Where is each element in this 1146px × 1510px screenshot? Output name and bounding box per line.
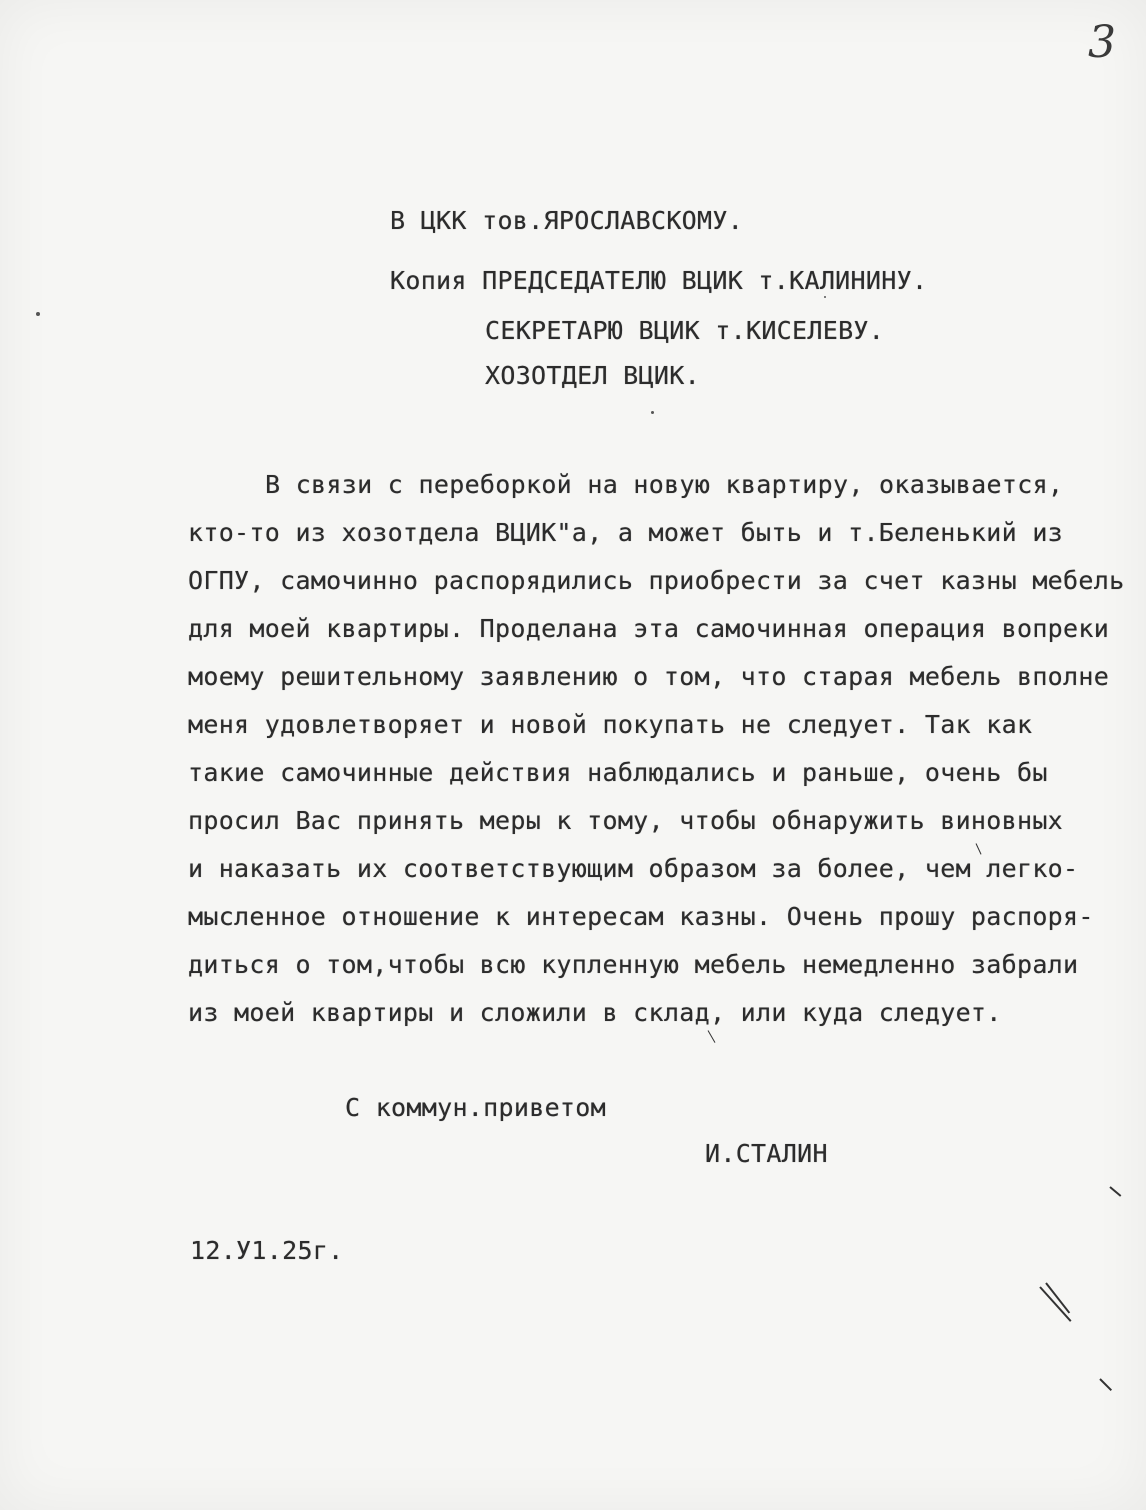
body-line: для моей квартиры. Проделана эта самочинная операция вопреки	[188, 614, 1110, 643]
paper-scratch	[708, 1030, 716, 1043]
handwritten-page-number: 3	[1088, 17, 1116, 68]
body-line: меня удовлетворяет и новой покупать не следует. Так как	[188, 710, 1033, 739]
closing-greeting: С коммун.приветом	[345, 1093, 606, 1122]
paper-speck	[824, 296, 826, 298]
body-line: и наказать их соответствующим образом за более, чем легко-	[188, 854, 1079, 883]
body-line: диться о том,чтобы всю купленную мебель немедленно забрали	[188, 950, 1079, 979]
paper-scratch	[1109, 1186, 1121, 1197]
letter-date: 12.У1.25г.	[190, 1236, 344, 1265]
paper-scratch	[1039, 1286, 1071, 1322]
paper-speck	[36, 312, 40, 316]
body-line: ОГПУ, самочинно распорядились приобрести за счет казны мебель	[188, 566, 1125, 595]
paper-scratch	[976, 843, 982, 854]
body-line: из моей квартиры и сложили в склад, или куда следует.	[188, 998, 1002, 1027]
addressee-copy-department: ХОЗОТДЕЛ ВЦИК.	[485, 361, 700, 390]
body-line: моему решительному заявлению о том, что старая мебель вполне	[188, 662, 1110, 691]
addressee-main: В ЦКК тов.ЯРОСЛАВСКОМУ.	[390, 206, 744, 235]
body-line: такие самочинные действия наблюдались и раньше, очень бы	[188, 758, 1048, 787]
paper-scratch	[1099, 1378, 1112, 1391]
signature: И.СТАЛИН	[705, 1139, 828, 1168]
body-line: просил Вас принять меры к тому, чтобы обнаружить виновных	[188, 806, 1064, 835]
paper-speck	[651, 411, 654, 414]
addressee-copy-secretary: СЕКРЕТАРЮ ВЦИК т.КИСЕЛЕВУ.	[485, 316, 885, 345]
addressee-copy-chairman: Копия ПРЕДСЕДАТЕЛЮ ВЦИК т.КАЛИНИНУ.	[390, 266, 928, 295]
body-line: В связи с переборкой на новую квартиру, оказывается,	[265, 470, 1064, 499]
body-line: мысленное отношение к интересам казны. Очень прошу распоря-	[188, 902, 1094, 931]
body-line: кто-то из хозотдела ВЦИК"а, а может быть и т.Беленький из	[188, 518, 1064, 547]
